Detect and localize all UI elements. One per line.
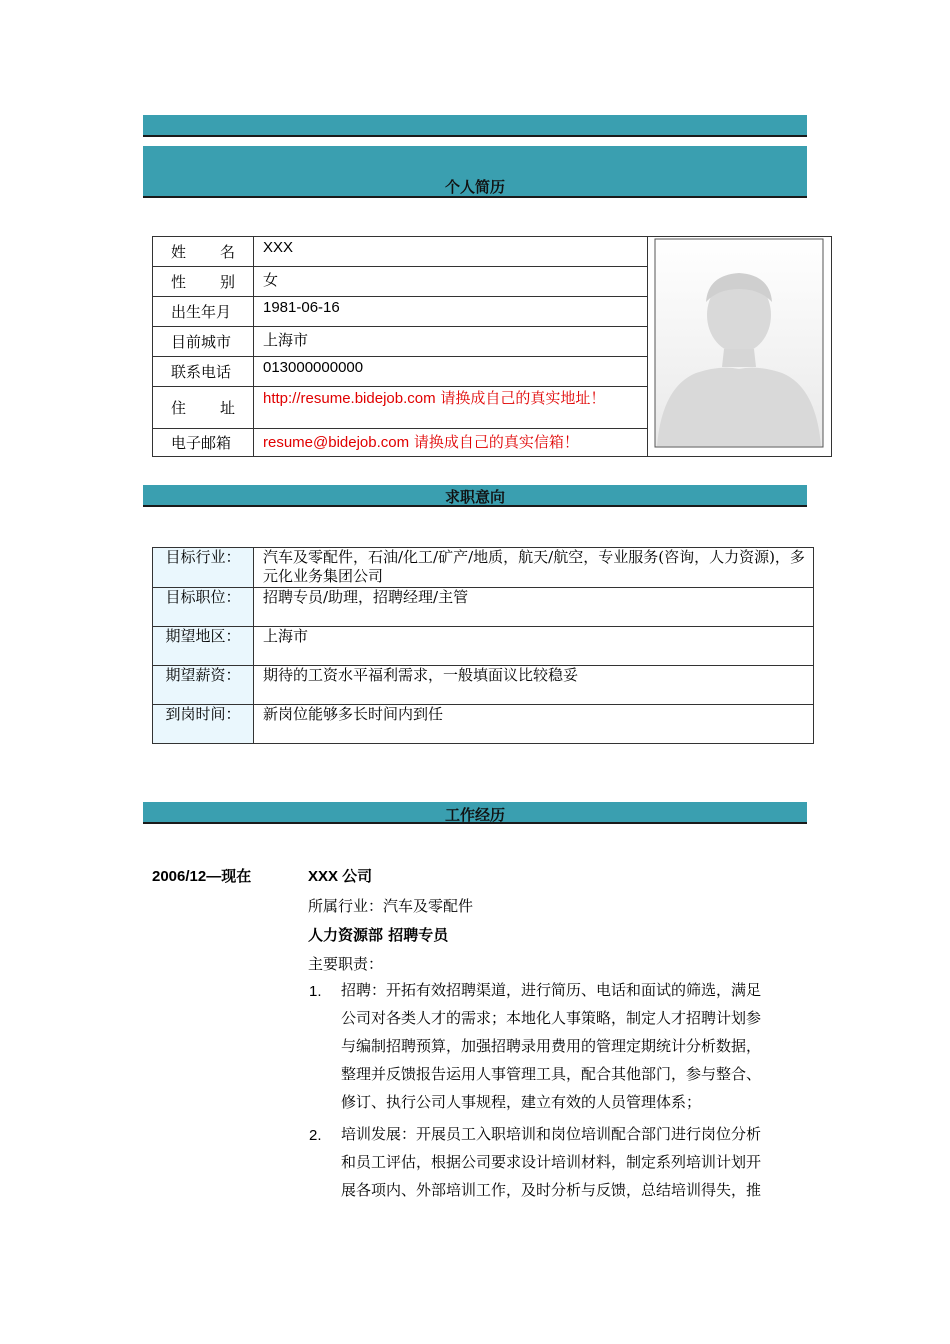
address-note: 请换成自己的真实地址！ <box>435 389 606 407</box>
label-birth: 出生年月 <box>153 297 254 327</box>
intent-table <box>152 547 814 744</box>
duty-1-number: 1. <box>309 983 322 1000</box>
top-band <box>143 115 807 137</box>
value-city: 上海市 <box>254 327 648 357</box>
duty-1-line: 整理并反馈报告运用人事管理工具，配合其他部门，参与整合、 <box>341 1065 762 1083</box>
work-title: 工作经历 <box>444 806 505 824</box>
duty-1-line: 修订、执行公司人事规程，建立有效的人员管理体系； <box>341 1093 702 1111</box>
intent-value-start: 新岗位能够多长时间内到任 <box>254 705 814 744</box>
work-period: 2006/12—现在 <box>152 868 252 885</box>
intent-value-position: 招聘专员/助理，招聘经理/主管 <box>254 588 814 627</box>
label-address <box>153 387 254 429</box>
intent-value-industry: 汽车及零配件，石油/化工/矿产/地质，航天/航空，专业服务(咨询，人力资源)，多元化业务集团公司 <box>254 548 814 588</box>
intent-label-industry: 目标行业： <box>153 548 254 588</box>
duty-1-text <box>341 976 815 1116</box>
duty-2-text <box>341 1120 815 1204</box>
duty-1-line: 与编制招聘预算，加强招聘录用费用的管理定期统计分析数据， <box>341 1037 762 1055</box>
email-note: 请换成自己的真实信箱！ <box>409 433 579 451</box>
duty-2-number: 2. <box>309 1127 322 1144</box>
intent-label-start: 到岗时间： <box>153 705 254 744</box>
intent-value-location: 上海市 <box>254 627 814 666</box>
value-phone: 013000000000 <box>254 357 648 387</box>
intent-label-location: 期望地区： <box>153 627 254 666</box>
duty-2-line: 和员工评估，根据公司要求设计培训材料，制定系列培训计划开 <box>341 1153 762 1171</box>
label-phone: 联系电话 <box>153 357 254 387</box>
work-duties-label: 主要职责： <box>308 955 384 973</box>
duty-2-line: 培训发展：开展员工入职培训和岗位培训配合部门进行岗位分析 <box>341 1125 762 1143</box>
duty-2-line: 展各项内、外部培训工作，及时分析与反馈，总结培训得失，推 <box>341 1181 762 1199</box>
label-name-char-2: 名 <box>219 243 235 261</box>
value-email <box>254 429 648 457</box>
label-gender-char-2: 别 <box>219 273 235 291</box>
page-title: 个人简历 <box>444 178 505 196</box>
intent-title: 求职意向 <box>444 488 505 506</box>
duty-1-line: 公司对各类人才的需求；本地化人事策略，制定人才招聘计划参 <box>341 1009 762 1027</box>
personal-info-table <box>152 236 832 457</box>
label-address-char-1: 住 <box>171 399 187 417</box>
duty-1-line: 招聘：开拓有效招聘渠道，进行简历、电话和面试的筛选，满足 <box>341 981 762 999</box>
intent-value-salary: 期待的工资水平福利需求，一般填面议比较稳妥 <box>254 666 814 705</box>
value-address <box>254 387 648 429</box>
photo-cell <box>648 237 832 457</box>
work-dept-position: 人力资源部 招聘专员 <box>308 926 449 944</box>
label-address-char-2: 址 <box>219 399 235 417</box>
intent-label-position: 目标职位： <box>153 588 254 627</box>
email-link[interactable]: resume@bidejob.com <box>263 434 410 451</box>
label-name-char-1: 姓 <box>171 243 187 261</box>
value-birth: 1981-06-16 <box>254 297 648 327</box>
label-gender-char-1: 性 <box>171 273 187 291</box>
label-city: 目前城市 <box>153 327 254 357</box>
label-name <box>153 237 254 267</box>
value-name: XXX <box>254 237 648 267</box>
label-email: 电子邮箱 <box>153 429 254 457</box>
address-link[interactable]: http://resume.bidejob.com <box>263 390 436 407</box>
label-gender <box>153 267 254 297</box>
work-company: XXX 公司 <box>308 868 373 885</box>
work-industry: 所属行业：汽车及零配件 <box>308 897 474 915</box>
value-gender: 女 <box>254 267 648 297</box>
intent-label-salary: 期望薪资： <box>153 666 254 705</box>
avatar-placeholder <box>648 237 831 456</box>
